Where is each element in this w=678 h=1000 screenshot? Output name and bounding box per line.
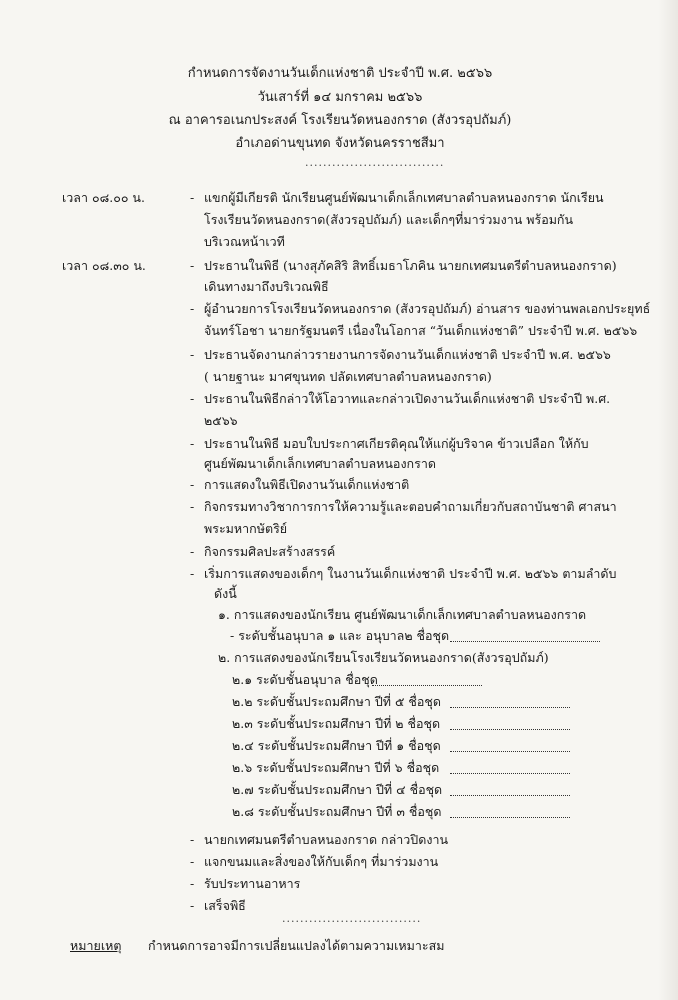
schedule-text: เดินทางมาถึงบริเวณพิธี <box>204 279 329 294</box>
schedule-text: กิจกรรมศิลปะสร้างสรรค์ <box>204 544 336 559</box>
time-label-0800: เวลา ๐๘.๐๐ น. <box>62 190 145 205</box>
fill-in-leader <box>450 741 570 752</box>
schedule-text: แขกผู้มีเกียรติ นักเรียนศูนย์พัฒนาเด็กเล็กเทศบาลตำบลหนองกราด นักเรียน <box>204 190 604 205</box>
schedule-text: พระมหากษัตริย์ <box>204 521 288 536</box>
schedule-text: ประธานในพิธีกล่าวให้โอวาทและกล่าวเปิดงานวันเด็กแห่งชาติ ประจำปี พ.ศ. <box>204 391 611 406</box>
schedule-text: จันทร์โอชา นายกรัฐมนตรี เนื่องในโอกาส “วันเด็กแห่งชาติ” ประจำปี พ.ศ. ๒๕๖๖ <box>204 323 638 338</box>
schedule-text: ประธานจัดงานกล่าวรายงานการจัดงานวันเด็กแห่งชาติ ประจำปี พ.ศ. ๒๕๖๖ <box>204 347 611 362</box>
bullet-dash: - <box>190 436 195 451</box>
performance-line: ๒.๔ ระดับชั้นประถมศึกษา ปีที่ ๑ ชื่อชุด <box>232 738 441 753</box>
bullet-dash: - <box>190 391 195 406</box>
header-separator: ............................... <box>305 156 445 169</box>
page-edge-shadow <box>658 0 678 1000</box>
performance-line: ๒.๖ ระดับชั้นประถมศึกษา ปีที่ ๖ ชื่อชุด <box>232 760 440 775</box>
bullet-dash: - <box>190 301 195 316</box>
time-label-0830: เวลา ๐๘.๓๐ น. <box>62 258 146 273</box>
performance-line: - ระดับชั้นอนุบาล ๑ และ อนุบาล๒ ชื่อชุด <box>230 628 450 643</box>
performance-line: ๒.๓ ระดับชั้นประถมศึกษา ปีที่ ๒ ชื่อชุด <box>232 716 441 731</box>
fill-in-leader <box>450 763 570 774</box>
note-label: หมายเหตุ <box>70 938 122 953</box>
fill-in-leader <box>450 631 600 642</box>
doc-title-venue: ณ อาคารอเนกประสงค์ โรงเรียนวัดหนองกราด (สังวรอุปถัมภ์) <box>168 113 512 128</box>
schedule-text: รับประทานอาหาร <box>204 876 301 891</box>
schedule-text: ประธานในพิธี มอบใบประกาศเกียรติคุณให้แก่ผู้บริจาค ข้าวเปลือก ให้กับ <box>204 436 589 451</box>
bullet-dash: - <box>190 832 195 847</box>
footer-separator: ............................... <box>282 912 422 925</box>
fill-in-leader <box>450 719 570 730</box>
schedule-text: เริ่มการแสดงของเด็กๆ ในงานวันเด็กแห่งชาติ ประจำปี พ.ศ. ๒๕๖๖ ตามลำดับ <box>204 566 617 581</box>
fill-in-leader <box>450 785 570 796</box>
schedule-text: การแสดงในพิธีเปิดงานวันเด็กแห่งชาติ <box>204 477 410 492</box>
bullet-dash: - <box>190 544 195 559</box>
schedule-text: ดังนี้ <box>214 586 237 601</box>
bullet-dash: - <box>190 854 195 869</box>
bullet-dash: - <box>190 477 195 492</box>
doc-title-location: อำเภอด่านขุนทด จังหวัดนครราชสีมา <box>235 136 445 151</box>
schedule-text: ประธานในพิธี (นางสุภัคสิริ สิทธิ์เมธาโภคิน นายกเทศมนตรีตำบลหนองกราด) <box>204 258 617 273</box>
bullet-dash: - <box>190 898 195 913</box>
performance-line: ๒.๑ ระดับชั้นอนุบาล ชื่อชุด <box>232 672 378 687</box>
fill-in-leader <box>450 697 570 708</box>
fill-in-leader <box>450 807 570 818</box>
schedule-text: เสร็จพิธี <box>204 898 246 913</box>
bullet-dash: - <box>190 876 195 891</box>
performance-group-title: ๑. การแสดงของนักเรียน ศูนย์พัฒนาเด็กเล็กเทศบาลตำบลหนองกราด <box>218 607 587 622</box>
schedule-text: นายกเทศมนตรีตำบลหนองกราด กล่าวปิดงาน <box>204 832 449 847</box>
fill-in-leader <box>372 675 482 686</box>
schedule-text: ผู้อำนวยการโรงเรียนวัดหนองกราด (สังวรอุปถัมภ์) อ่านสาร ของท่านพลเอกประยุทธ์ <box>204 301 651 316</box>
note-text: กำหนดการอาจมีการเปลี่ยนแปลงได้ตามความเหมาะสม <box>148 938 445 953</box>
schedule-text: ศูนย์พัฒนาเด็กเล็กเทศบาลตำบลหนองกราด <box>204 456 436 471</box>
schedule-text: กิจกรรมทางวิชาการการให้ความรู้และตอบคำถามเกี่ยวกับสถาบันชาติ ศาสนา <box>204 499 617 514</box>
performance-line: ๒.๗ ระดับชั้นประถมศึกษา ปีที่ ๔ ชื่อชุด <box>232 782 443 797</box>
doc-title-date: วันเสาร์ที่ ๑๔ มกราคม ๒๕๖๖ <box>257 90 423 105</box>
doc-title-line1: กำหนดการจัดงานวันเด็กแห่งชาติ ประจำปี พ.ศ. ๒๕๖๖ <box>187 66 493 81</box>
performance-line: ๒.๒ ระดับชั้นประถมศึกษา ปีที่ ๕ ชื่อชุด <box>232 694 442 709</box>
schedule-text: ( นายฐานะ มาศขุนทด ปลัดเทศบาลตำบลหนองกราด) <box>204 369 492 384</box>
bullet-dash: - <box>190 258 195 273</box>
schedule-text: โรงเรียนวัดหนองกราด(สังวรอุปถัมภ์) และเด็กๆที่มาร่วมงาน พร้อมกัน <box>204 212 574 227</box>
bullet-dash: - <box>190 499 195 514</box>
performance-group-title: ๒. การแสดงของนักเรียนโรงเรียนวัดหนองกราด(สังวรอุปถัมภ์) <box>218 650 549 665</box>
schedule-text: บริเวณหน้าเวที <box>204 234 285 249</box>
bullet-dash: - <box>190 566 195 581</box>
schedule-text: ๒๕๖๖ <box>204 413 238 428</box>
schedule-text: แจกขนมและสิ่งของให้กับเด็กๆ ที่มาร่วมงาน <box>204 854 439 869</box>
performance-line: ๒.๘ ระดับชั้นประถมศึกษา ปีที่ ๓ ชื่อชุด <box>232 804 442 819</box>
bullet-dash: - <box>190 347 195 362</box>
bullet-dash: - <box>190 190 195 205</box>
